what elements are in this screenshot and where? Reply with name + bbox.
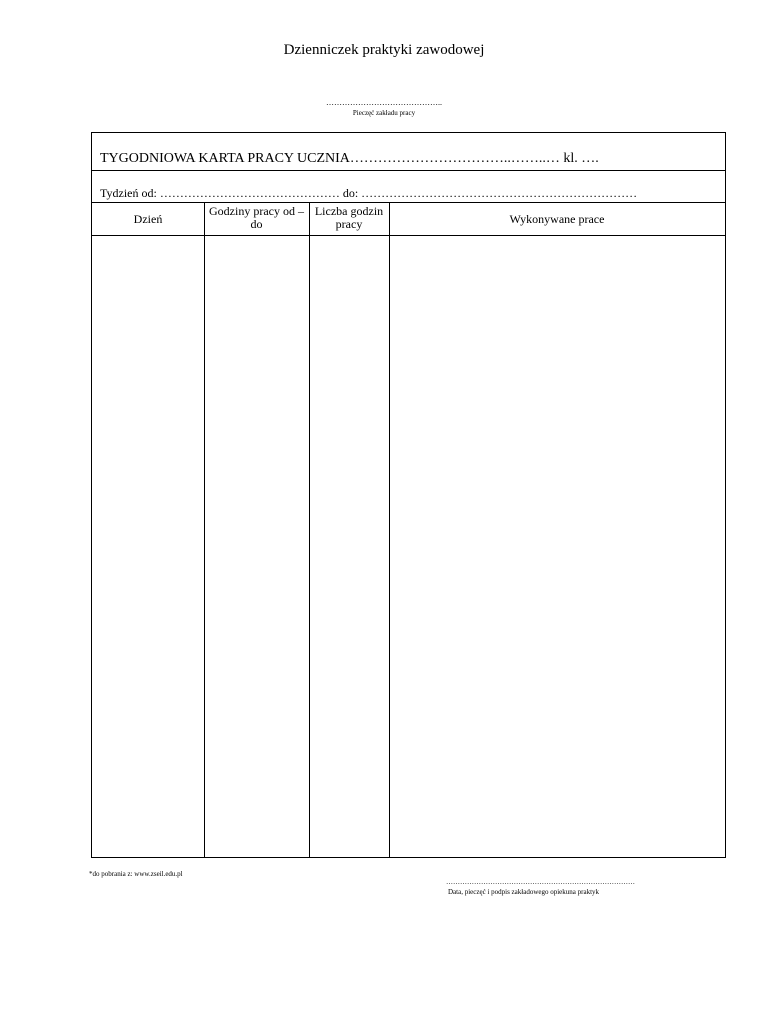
download-footnote: *do pobrania z: www.zseil.edu.pl (89, 870, 183, 878)
week-range-row (92, 171, 725, 203)
work-table (92, 203, 725, 857)
signature-caption: Data, pieczęć i podpis zakładowego opiekuna praktyk (448, 888, 600, 896)
column-header-work-done: Wykonywane prace (509, 211, 605, 226)
column-header-hours-count: Liczba godzin pracy (314, 204, 384, 231)
day-column-cell[interactable] (92, 236, 204, 856)
stamp-caption: Pieczęć zakładu pracy (352, 109, 416, 117)
page-title: Dzienniczek praktyki zawodowej (283, 42, 485, 58)
signature-line: ……………………………………………………………………… (446, 878, 635, 886)
form-title-row (92, 133, 725, 171)
week-range-field: Tydzień od: ……………………………………… do: …………………………………………………………… (100, 186, 638, 200)
column-header-hours: Godziny pracy od – do (209, 204, 304, 231)
column-header-day: Dzień (133, 211, 163, 226)
stamp-line: …………………………………….. (326, 98, 442, 107)
work-done-column-cell[interactable] (390, 236, 725, 856)
weekly-work-card (91, 132, 726, 858)
hours-column-cell[interactable] (205, 236, 309, 856)
form-title: TYGODNIOWA KARTA PRACY UCZNIA……………………………..……..… kl. …. (100, 151, 599, 166)
hours-count-column-cell[interactable] (310, 236, 389, 856)
